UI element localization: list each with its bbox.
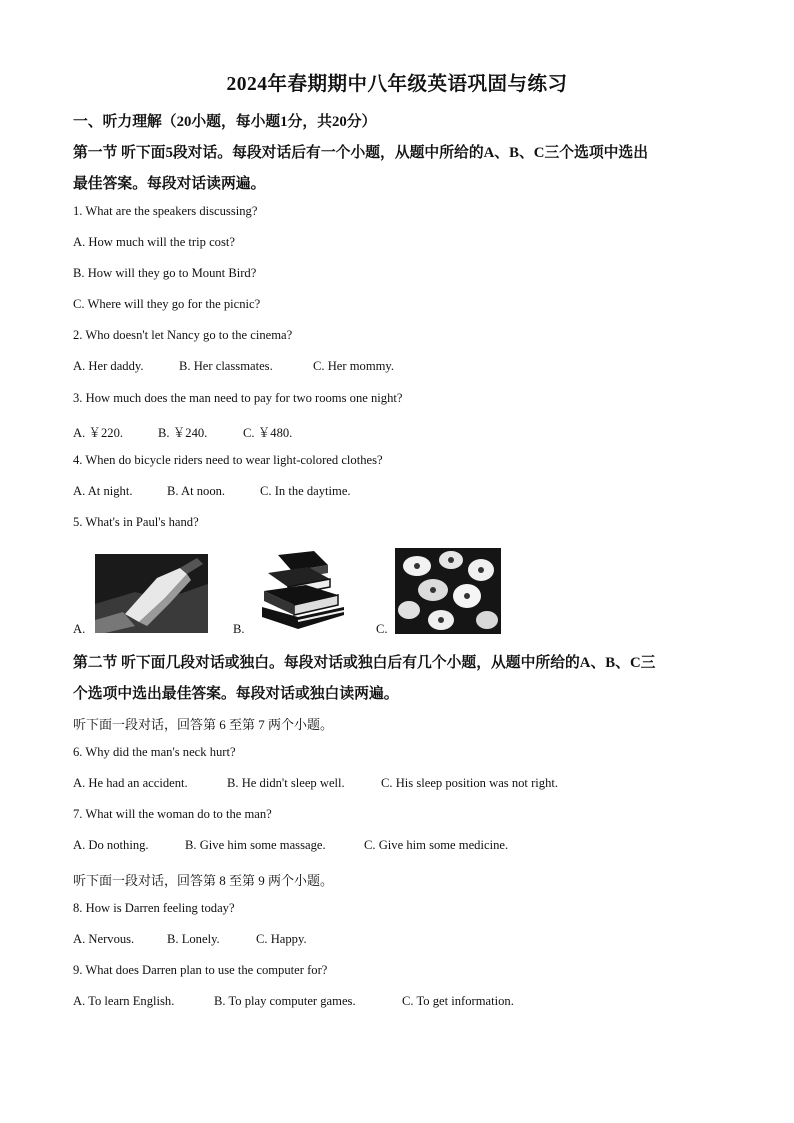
question-9-option-c: C. To get information. [402, 994, 514, 1008]
section1-instruction-line2: 最佳答案。每段对话读两遍。 [73, 176, 266, 192]
instruction-q8-q9: 听下面一段对话，回答第 8 至第 9 两个小题。 [73, 873, 334, 888]
section2-instruction-line2: 个选项中选出最佳答案。每段对话或独白读两遍。 [73, 686, 399, 702]
question-2-option-a: A. Her daddy. [73, 359, 144, 373]
page-title: 2024年春期期中八年级英语巩固与练习 [226, 74, 568, 95]
question-6-option-b: B. He didn't sleep well. [227, 776, 345, 790]
question-3-stem: 3. How much does the man need to pay for two rooms one night? [73, 391, 403, 405]
part1-heading: 一、听力理解（20小题，每小题1分，共20分） [73, 114, 377, 130]
question-8-options [73, 932, 307, 947]
question-1-option-b: B. How will they go to Mount Bird? [73, 266, 257, 280]
question-6-option-c: C. His sleep position was not right. [381, 776, 559, 790]
section2-instruction-line1: 第二节 听下面几段对话或独白。每段对话或独白后有几个小题，从题中所给的A、B、C三 [73, 655, 656, 671]
question-5-option-c-label: C. [376, 622, 388, 636]
instruction-q6-q7: 听下面一段对话，回答第 6 至第 7 两个小题。 [73, 717, 334, 732]
question-4-option-b: B. At noon. [167, 484, 226, 498]
question-5-option-a-label: A. [73, 622, 86, 636]
question-1-stem: 1. What are the speakers discussing? [73, 204, 258, 218]
question-7-option-a: A. Do nothing. [73, 838, 149, 852]
question-8-option-c: C. Happy. [256, 932, 307, 946]
question-5-option-b-label: B. [233, 622, 245, 636]
question-1-option-c: C. Where will they go for the picnic? [73, 297, 261, 311]
question-2-stem: 2. Who doesn't let Nancy go to the cinema? [73, 328, 293, 342]
question-2-option-c: C. Her mommy. [313, 359, 395, 373]
question-6-options [73, 776, 558, 791]
question-1-option-a: A. How much will the trip cost? [73, 235, 235, 249]
question-7-stem: 7. What will the woman do to the man? [73, 807, 272, 821]
question-7-option-b: B. Give him some massage. [185, 838, 326, 852]
books-image [258, 549, 348, 633]
question-3-option-b: B. ￥240. [158, 426, 208, 440]
question-6-stem: 6. Why did the man's neck hurt? [73, 745, 236, 759]
question-2-options [73, 359, 394, 374]
question-2-option-b: B. Her classmates. [179, 359, 273, 373]
question-9-options [73, 994, 514, 1009]
question-8-stem: 8. How is Darren feeling today? [73, 901, 235, 915]
knife-image [95, 554, 208, 633]
section1-instruction-line1: 第一节 听下面5段对话。每段对话后有一个小题，从题中所给的A、B、C三个选项中选出 [73, 145, 649, 161]
question-4-options [73, 484, 351, 499]
question-5-stem: 5. What's in Paul's hand? [73, 515, 199, 529]
question-8-option-b: B. Lonely. [167, 932, 220, 946]
question-3-option-a: A. ￥220. [73, 426, 124, 440]
question-4-stem: 4. When do bicycle riders need to wear light-colored clothes? [73, 453, 383, 467]
question-3-options [73, 422, 292, 441]
question-6-option-a: A. He had an accident. [73, 776, 188, 790]
question-9-stem: 9. What does Darren plan to use the computer for? [73, 963, 328, 977]
question-8-option-a: A. Nervous. [73, 932, 135, 946]
question-7-options [73, 838, 508, 853]
question-9-option-b: B. To play computer games. [214, 994, 356, 1008]
question-9-option-a: A. To learn English. [73, 994, 175, 1008]
question-3-option-c: C. ￥480. [243, 426, 293, 440]
question-7-option-c: C. Give him some medicine. [364, 838, 509, 852]
question-4-option-a: A. At night. [73, 484, 133, 498]
flowers-image [395, 548, 501, 634]
question-4-option-c: C. In the daytime. [260, 484, 351, 498]
